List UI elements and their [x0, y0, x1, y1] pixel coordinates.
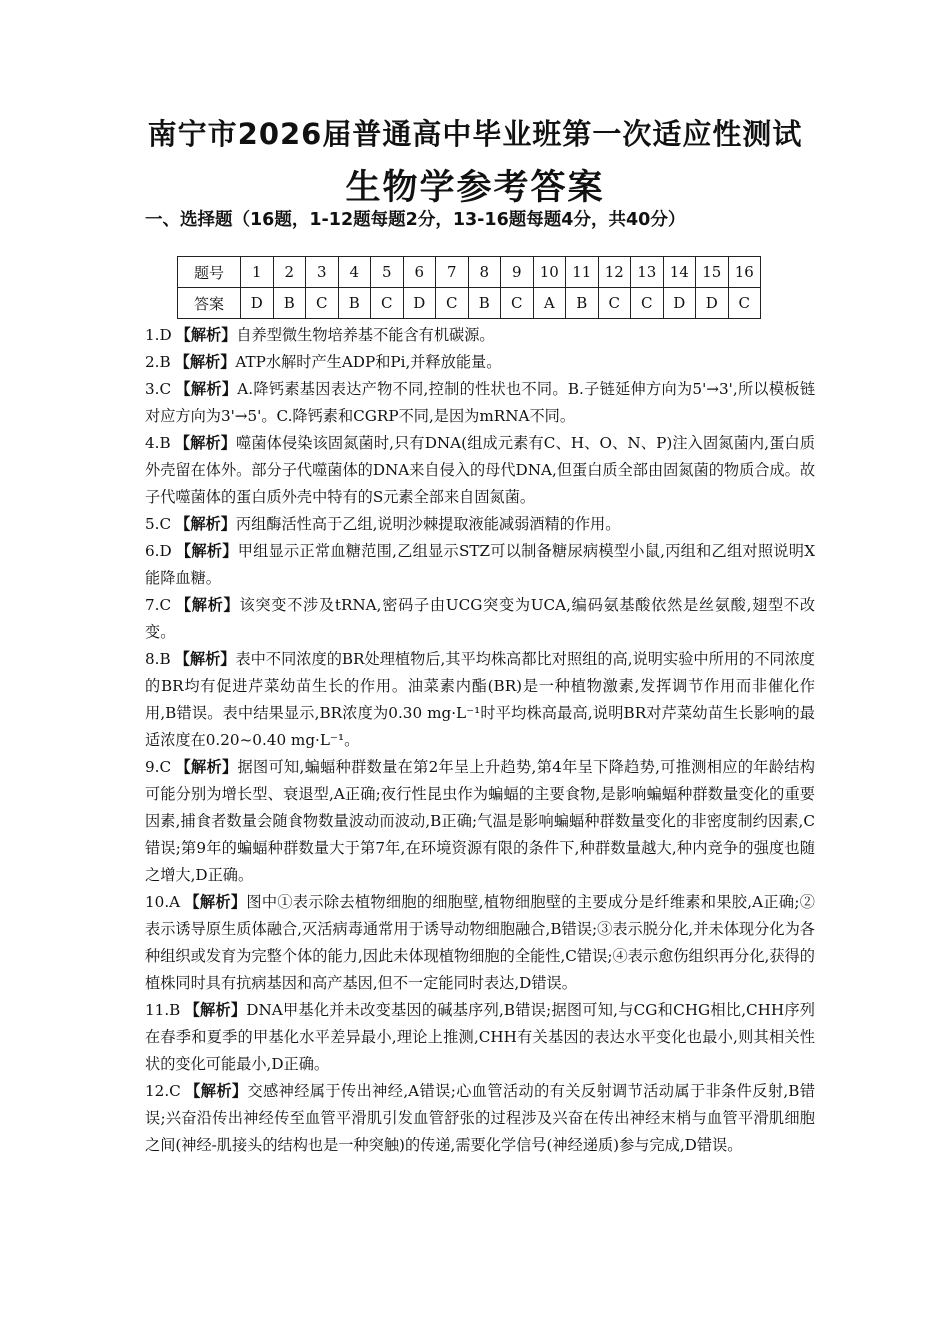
- section-heading: 一、选择题（16题，1-12题每题2分，13-16题每题4分，共40分）: [145, 210, 686, 230]
- question-number-cell: 14: [663, 257, 696, 288]
- item-answer: 11.B: [145, 1001, 181, 1019]
- explanation-item: [145, 349, 815, 376]
- question-number-cell: 7: [436, 257, 469, 288]
- answer-cell: A: [533, 288, 566, 319]
- explanation-item: [145, 997, 815, 1078]
- item-text: A.降钙素基因表达产物不同,控制的性状也不同。B.子链延伸方向为5'→3',所以模板链对应方向为3'→5'。C.降钙素和CGRP不同,是因为mRNA不同。: [145, 380, 816, 425]
- question-number-cell: 13: [631, 257, 664, 288]
- item-answer: 1.D: [145, 326, 172, 344]
- answer-cell: D: [241, 288, 274, 319]
- analysis-label: 【解析】: [184, 893, 247, 911]
- row-label-answer: 答案: [178, 288, 241, 319]
- page-title: 南宁市2026届普通高中毕业班第一次适应性测试: [147, 117, 803, 151]
- analysis-label: 【解析】: [184, 1082, 248, 1100]
- explanation-item: [145, 754, 815, 889]
- question-number-cell: 10: [533, 257, 566, 288]
- question-number-cell: 15: [696, 257, 729, 288]
- question-number-cell: 6: [403, 257, 436, 288]
- question-number-cell: 9: [501, 257, 534, 288]
- item-answer: 6.D: [145, 542, 172, 560]
- question-number-cell: 5: [371, 257, 404, 288]
- item-text: ATP水解时产生ADP和Pi,并释放能量。: [235, 353, 502, 371]
- item-answer: 9.C: [145, 758, 172, 776]
- explanation-item: [145, 538, 815, 592]
- analysis-label: 【解析】: [175, 542, 238, 560]
- analysis-label: 【解析】: [175, 596, 240, 614]
- explanation-list: [145, 322, 815, 1159]
- answer-cell: D: [403, 288, 436, 319]
- analysis-label: 【解析】: [174, 434, 237, 452]
- item-text: 图中①表示除去植物细胞的细胞壁,植物细胞壁的主要成分是纤维素和果胶,A正确;②表示诱导原生质体融合,灭活病毒通常用于诱导动物细胞融合,B错误;③表示脱分化,并未体现分化为各种组织或发育为完整个体的能力,因此未体现植物细胞的全能性,C错误;④表示愈伤组织再分化,获得的植株同时具有抗病基因和高产基因,但不一定能同时表达,D错误。: [145, 893, 815, 992]
- answer-cell: B: [468, 288, 501, 319]
- item-answer: 4.B: [145, 434, 171, 452]
- answer-cell: C: [598, 288, 631, 319]
- answer-row: [178, 288, 761, 319]
- answer-cell: D: [696, 288, 729, 319]
- item-text: 丙组酶活性高于乙组,说明沙棘提取液能减弱酒精的作用。: [235, 515, 621, 533]
- item-text: 该突变不涉及tRNA,密码子由UCG突变为UCA,编码氨基酸依然是丝氨酸,翅型不改变。: [145, 596, 816, 641]
- analysis-label: 【解析】: [175, 515, 236, 533]
- question-number-cell: 12: [598, 257, 631, 288]
- answer-cell: B: [338, 288, 371, 319]
- explanation-item: [145, 322, 815, 349]
- item-text: DNA甲基化并未改变基因的碱基序列,B错误;据图可知,与CG和CHG相比,CHH序列在春季和夏季的甲基化水平差异最小,理论上推测,CHH有关基因的表达水平变化也最小,则其相关性状的变化可能最小,D正确。: [145, 1001, 815, 1073]
- question-number-row: [178, 257, 761, 288]
- explanation-item: [145, 889, 815, 997]
- item-text: 表中不同浓度的BR处理植物后,其平均株高都比对照组的高,说明实验中所用的不同浓度的BR均有促进芹菜幼苗生长的作用。油菜素内酯(BR)是一种植物激素,发挥调节作用而非催化作用,B错误。表中结果显示,BR浓度为0.30 mg·L⁻¹时平均株高最高,说明BR对芹菜幼苗生长影响的最适浓度在0.20~0.40 mg·L⁻¹。: [145, 650, 815, 749]
- answer-cell: D: [663, 288, 696, 319]
- question-number-cell: 3: [306, 257, 339, 288]
- question-number-cell: 16: [728, 257, 761, 288]
- question-number-cell: 1: [241, 257, 274, 288]
- item-answer: 2.B: [145, 353, 171, 371]
- answer-cell: C: [436, 288, 469, 319]
- answer-cell: C: [631, 288, 664, 319]
- answer-table: [177, 256, 761, 319]
- explanation-item: [145, 1078, 815, 1159]
- question-number-cell: 2: [273, 257, 306, 288]
- item-text: 甲组显示正常血糖范围,乙组显示STZ可以制备糖尿病模型小鼠,丙组和乙组对照说明X能降血糖。: [145, 542, 816, 587]
- explanation-item: [145, 592, 815, 646]
- answer-cell: B: [273, 288, 306, 319]
- analysis-label: 【解析】: [184, 1001, 247, 1019]
- row-label-number: 题号: [178, 257, 241, 288]
- item-answer: 12.C: [145, 1082, 181, 1100]
- analysis-label: 【解析】: [175, 326, 237, 344]
- question-number-cell: 8: [468, 257, 501, 288]
- explanation-item: [145, 646, 815, 754]
- explanation-item: [145, 511, 815, 538]
- page-subtitle: 生物学参考答案: [345, 168, 605, 208]
- item-text: 交感神经属于传出神经,A错误;心血管活动的有关反射调节活动属于非条件反射,B错误;兴奋沿传出神经传至血管平滑肌引发血管舒张的过程涉及兴奋在传出神经末梢与血管平滑肌细胞之间(神经-肌接头的结构也是一种突触)的传递,需要化学信号(神经递质)参与完成,D错误。: [145, 1082, 816, 1154]
- item-text: 自养型微生物培养基不能含有机碳源。: [236, 326, 495, 344]
- explanation-item: [145, 376, 815, 430]
- answer-cell: C: [371, 288, 404, 319]
- answer-cell: C: [306, 288, 339, 319]
- question-number-cell: 4: [338, 257, 371, 288]
- explanation-item: [145, 430, 815, 511]
- analysis-label: 【解析】: [174, 650, 236, 668]
- answer-cell: C: [728, 288, 761, 319]
- item-text: 据图可知,蝙蝠种群数量在第2年呈上升趋势,第4年呈下降趋势,可推测相应的年龄结构可能分别为增长型、衰退型,A正确;夜行性昆虫作为蝙蝠的主要食物,是影响蝙蝠种群数量变化的重要因素,捕食者数量会随食物数量波动而波动,B正确;气温是影响蝙蝠种群数量变化的非密度制约因素,C错误;第9年的蝙蝠种群数量大于第7年,在环境资源有限的条件下,种群数量越大,种内竞争的强度也随之增大,D正确。: [145, 758, 815, 884]
- answer-cell: B: [566, 288, 599, 319]
- item-answer: 7.C: [145, 596, 172, 614]
- item-text: 噬菌体侵染该固氮菌时,只有DNA(组成元素有C、H、O、N、P)注入固氮菌内,蛋白质外壳留在体外。部分子代噬菌体的DNA来自侵入的母代DNA,但蛋白质全部由固氮菌的物质合成。故子代噬菌体的蛋白质外壳中特有的S元素全部来自固氮菌。: [145, 434, 816, 506]
- analysis-label: 【解析】: [175, 380, 238, 398]
- analysis-label: 【解析】: [174, 353, 236, 371]
- item-answer: 10.A: [145, 893, 181, 911]
- item-answer: 3.C: [145, 380, 172, 398]
- item-answer: 5.C: [145, 515, 172, 533]
- analysis-label: 【解析】: [175, 758, 238, 776]
- answer-cell: C: [501, 288, 534, 319]
- question-number-cell: 11: [566, 257, 599, 288]
- item-answer: 8.B: [145, 650, 171, 668]
